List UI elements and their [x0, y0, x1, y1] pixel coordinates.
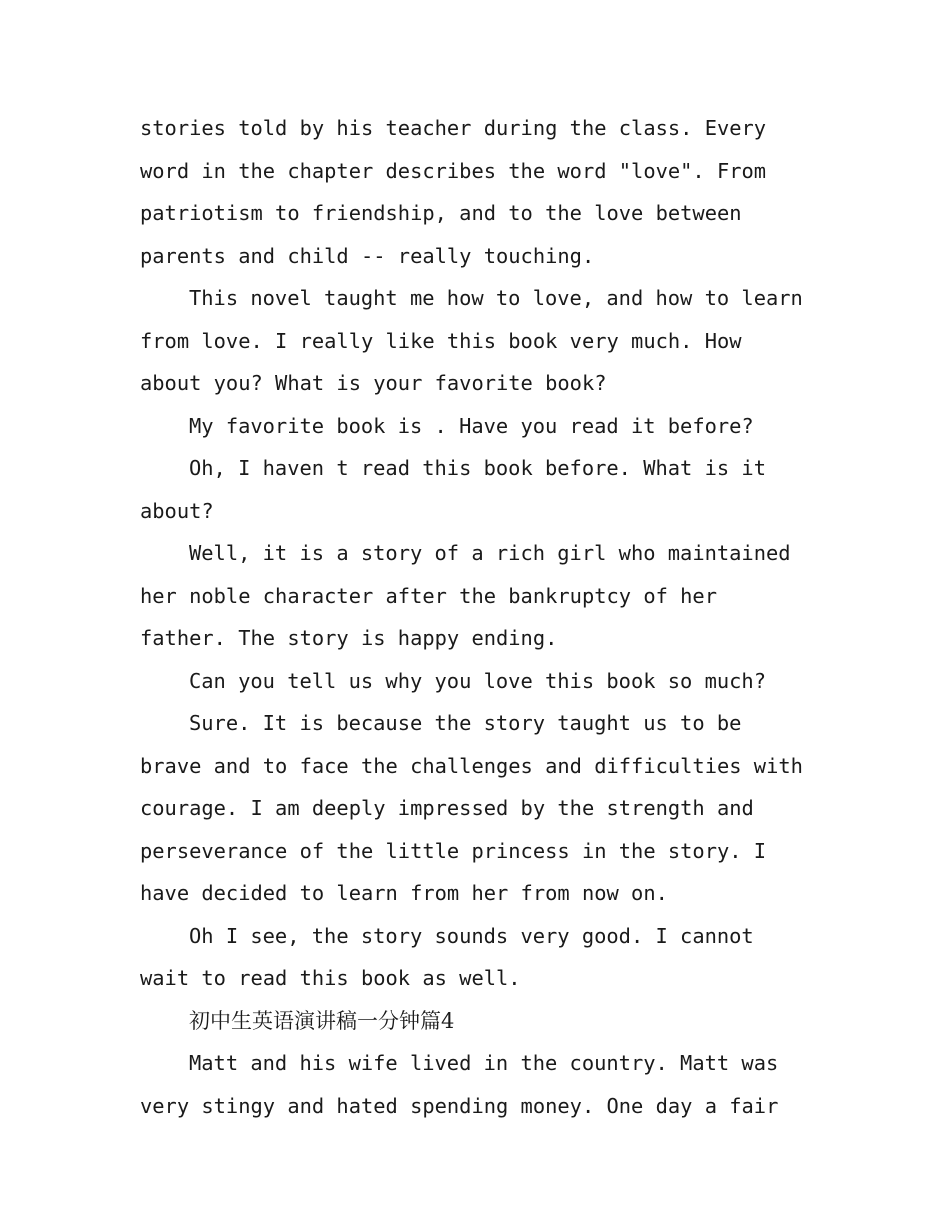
- text-line: have decided to learn from her from now on.: [140, 881, 668, 905]
- text-line: My favorite book is . Have you read it before?: [189, 413, 754, 438]
- text-line: word in the chapter describes the word "love". From: [140, 158, 767, 183]
- text-line: Well, it is a story of a rich girl who maintained: [189, 541, 791, 565]
- text-line: Sure. It is because the story taught us to be: [189, 711, 742, 735]
- text-line: This novel taught me how to love, and how to learn: [189, 286, 803, 310]
- text-line: very stingy and hated spending money. One day a fair: [140, 1093, 779, 1118]
- text-line: Oh I see, the story sounds very good. I cannot: [189, 923, 754, 948]
- text-line: brave and to face the challenges and difficulties with: [140, 753, 803, 778]
- text-line: Oh, I haven t read this book before. What is it: [189, 456, 766, 480]
- text-line: father. The story is happy ending.: [140, 626, 558, 650]
- text-line: Matt and his wife lived in the country. Matt was: [189, 1051, 779, 1075]
- text-line: about you? What is your favorite book?: [140, 371, 607, 395]
- text-line: courage. I am deeply impressed by the strength and: [140, 796, 754, 820]
- text-line: from love. I really like this book very much. How: [140, 328, 742, 353]
- text-line: parents and child -- really touching.: [140, 243, 595, 268]
- text-line: stories told by his teacher during the class. Every: [140, 116, 767, 140]
- section-heading: 初中生英语演讲稿一分钟篇4: [189, 1008, 455, 1033]
- text-line: about?: [140, 498, 214, 523]
- text-line: perseverance of the little princess in the story. I: [140, 838, 767, 863]
- text-line: patriotism to friendship, and to the love between: [140, 201, 742, 225]
- text-line: wait to read this book as well.: [140, 966, 521, 990]
- text-line: her noble character after the bankruptcy of her: [140, 583, 717, 608]
- text-line: Can you tell us why you love this book so much?: [189, 668, 766, 693]
- document-body: [140, 107, 820, 1127]
